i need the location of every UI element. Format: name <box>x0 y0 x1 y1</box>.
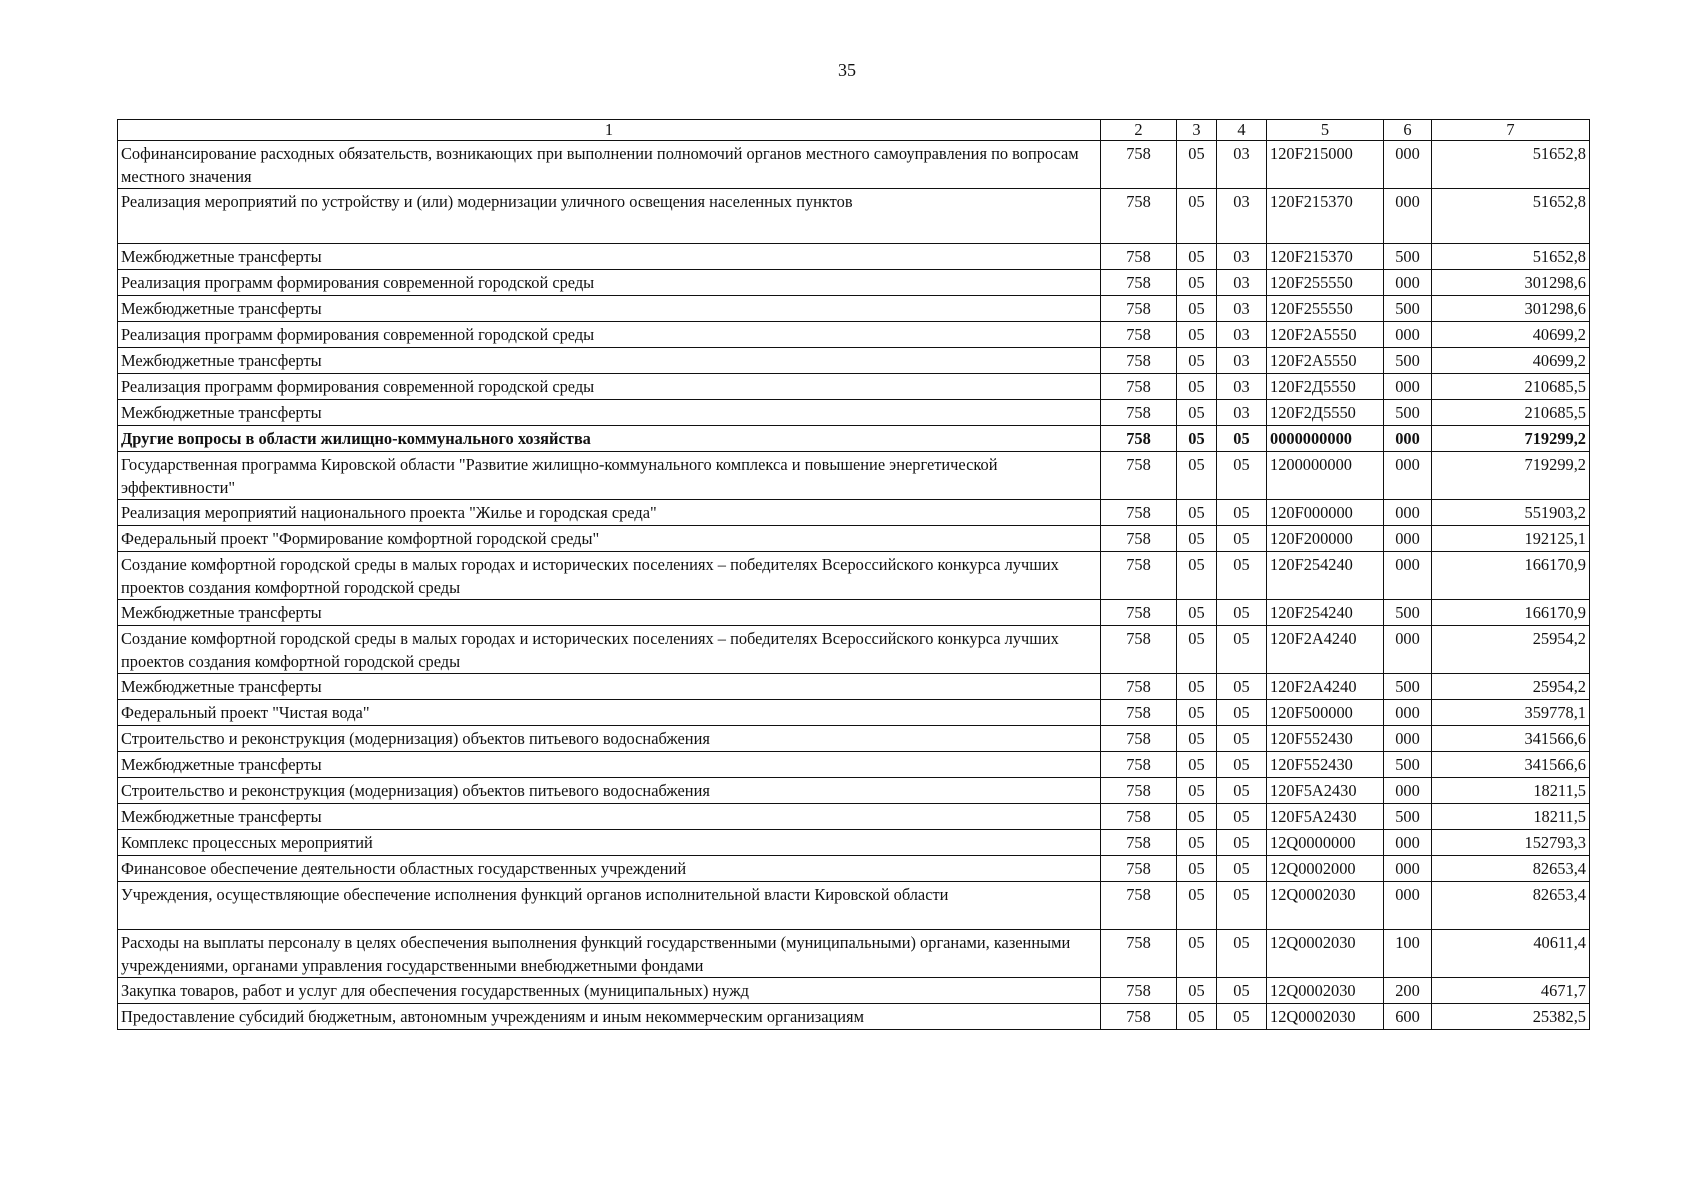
target-article-cell: 120F2A5550 <box>1267 348 1384 374</box>
expense-type-cell: 000 <box>1384 830 1432 856</box>
target-article-cell: 120F5A2430 <box>1267 778 1384 804</box>
amount-cell: 82653,4 <box>1432 882 1590 930</box>
amount-cell: 210685,5 <box>1432 400 1590 426</box>
section-cell: 05 <box>1177 244 1217 270</box>
gov-code-cell: 758 <box>1101 189 1177 244</box>
row-name-cell: Комплекс процессных мероприятий <box>118 830 1101 856</box>
table-row <box>118 296 1590 322</box>
header-cell: 3 <box>1177 120 1217 141</box>
section-cell: 05 <box>1177 752 1217 778</box>
subsection-cell: 05 <box>1217 882 1267 930</box>
table-row <box>118 626 1590 674</box>
section-cell: 05 <box>1177 778 1217 804</box>
gov-code-cell: 758 <box>1101 552 1177 600</box>
expense-type-cell: 000 <box>1384 189 1432 244</box>
table-row <box>118 374 1590 400</box>
subsection-cell: 05 <box>1217 978 1267 1004</box>
gov-code-cell: 758 <box>1101 141 1177 189</box>
target-article-cell: 120F500000 <box>1267 700 1384 726</box>
amount-cell: 51652,8 <box>1432 141 1590 189</box>
section-cell: 05 <box>1177 400 1217 426</box>
expense-type-cell: 000 <box>1384 374 1432 400</box>
row-name-cell: Межбюджетные трансферты <box>118 804 1101 830</box>
section-cell: 05 <box>1177 978 1217 1004</box>
expense-type-cell: 000 <box>1384 882 1432 930</box>
expense-type-cell: 000 <box>1384 626 1432 674</box>
expense-type-cell: 500 <box>1384 244 1432 270</box>
amount-cell: 210685,5 <box>1432 374 1590 400</box>
amount-cell: 40611,4 <box>1432 930 1590 978</box>
page-number: 35 <box>838 60 856 80</box>
row-name-cell: Создание комфортной городской среды в малых городах и исторических поселениях – победителях Всероссийского конкурса лучших проектов создания комфортной городской среды <box>118 552 1101 600</box>
expense-type-cell: 500 <box>1384 752 1432 778</box>
subsection-cell: 05 <box>1217 526 1267 552</box>
subsection-cell: 05 <box>1217 626 1267 674</box>
table-row <box>118 270 1590 296</box>
row-name-cell: Федеральный проект "Чистая вода" <box>118 700 1101 726</box>
row-name-cell: Строительство и реконструкция (модернизация) объектов питьевого водоснабжения <box>118 726 1101 752</box>
section-cell: 05 <box>1177 626 1217 674</box>
table-row <box>118 600 1590 626</box>
subsection-cell: 03 <box>1217 141 1267 189</box>
row-name-cell: Межбюджетные трансферты <box>118 600 1101 626</box>
table-row <box>118 930 1590 978</box>
row-name-cell: Реализация программ формирования современной городской среды <box>118 322 1101 348</box>
table-row <box>118 700 1590 726</box>
table-row <box>118 141 1590 189</box>
expense-type-cell: 000 <box>1384 726 1432 752</box>
section-cell: 05 <box>1177 674 1217 700</box>
amount-cell: 25954,2 <box>1432 626 1590 674</box>
gov-code-cell: 758 <box>1101 348 1177 374</box>
subsection-cell: 03 <box>1217 189 1267 244</box>
expense-type-cell: 000 <box>1384 552 1432 600</box>
gov-code-cell: 758 <box>1101 400 1177 426</box>
section-cell: 05 <box>1177 189 1217 244</box>
amount-cell: 166170,9 <box>1432 552 1590 600</box>
amount-cell: 25954,2 <box>1432 674 1590 700</box>
table-row <box>118 726 1590 752</box>
header-cell: 1 <box>118 120 1101 141</box>
gov-code-cell: 758 <box>1101 882 1177 930</box>
table-row <box>118 882 1590 930</box>
section-cell: 05 <box>1177 552 1217 600</box>
target-article-cell: 1200000000 <box>1267 452 1384 500</box>
row-name-cell: Закупка товаров, работ и услуг для обеспечения государственных (муниципальных) нужд <box>118 978 1101 1004</box>
gov-code-cell: 758 <box>1101 296 1177 322</box>
row-name-cell: Межбюджетные трансферты <box>118 348 1101 374</box>
subsection-cell: 05 <box>1217 700 1267 726</box>
row-name-cell: Реализация мероприятий по устройству и (или) модернизации уличного освещения населенных пунктов <box>118 189 1101 244</box>
target-article-cell: 12Q0002030 <box>1267 882 1384 930</box>
section-cell: 05 <box>1177 726 1217 752</box>
gov-code-cell: 758 <box>1101 526 1177 552</box>
expense-type-cell: 000 <box>1384 426 1432 452</box>
target-article-cell: 120F2A4240 <box>1267 626 1384 674</box>
section-cell: 05 <box>1177 526 1217 552</box>
amount-cell: 40699,2 <box>1432 348 1590 374</box>
header-cell: 4 <box>1217 120 1267 141</box>
target-article-cell: 12Q0002000 <box>1267 856 1384 882</box>
table-row <box>118 830 1590 856</box>
gov-code-cell: 758 <box>1101 500 1177 526</box>
target-article-cell: 12Q0002030 <box>1267 930 1384 978</box>
target-article-cell: 120F2A4240 <box>1267 674 1384 700</box>
target-article-cell: 120F2Д5550 <box>1267 374 1384 400</box>
table-row <box>118 856 1590 882</box>
header-cell: 2 <box>1101 120 1177 141</box>
expense-type-cell: 500 <box>1384 400 1432 426</box>
expense-type-cell: 000 <box>1384 700 1432 726</box>
section-cell: 05 <box>1177 830 1217 856</box>
subsection-cell: 05 <box>1217 830 1267 856</box>
table-row <box>118 978 1590 1004</box>
section-cell: 05 <box>1177 1004 1217 1030</box>
table-row <box>118 189 1590 244</box>
row-name-cell: Учреждения, осуществляющие обеспечение исполнения функций органов исполнительной власти Кировской области <box>118 882 1101 930</box>
amount-cell: 51652,8 <box>1432 244 1590 270</box>
gov-code-cell: 758 <box>1101 674 1177 700</box>
table-row <box>118 348 1590 374</box>
subsection-cell: 03 <box>1217 270 1267 296</box>
target-article-cell: 120F552430 <box>1267 752 1384 778</box>
section-cell: 05 <box>1177 856 1217 882</box>
table-row <box>118 526 1590 552</box>
target-article-cell: 120F5A2430 <box>1267 804 1384 830</box>
table-row <box>118 778 1590 804</box>
expense-type-cell: 500 <box>1384 348 1432 374</box>
expense-type-cell: 000 <box>1384 452 1432 500</box>
target-article-cell: 120F2Д5550 <box>1267 400 1384 426</box>
subsection-cell: 05 <box>1217 752 1267 778</box>
amount-cell: 152793,3 <box>1432 830 1590 856</box>
amount-cell: 40699,2 <box>1432 322 1590 348</box>
row-name-cell: Государственная программа Кировской области "Развитие жилищно-коммунального комплекса и повышение энергетической эффективности" <box>118 452 1101 500</box>
gov-code-cell: 758 <box>1101 804 1177 830</box>
expense-type-cell: 500 <box>1384 804 1432 830</box>
row-name-cell: Межбюджетные трансферты <box>118 296 1101 322</box>
amount-cell: 18211,5 <box>1432 778 1590 804</box>
target-article-cell: 120F254240 <box>1267 600 1384 626</box>
amount-cell: 18211,5 <box>1432 804 1590 830</box>
section-cell: 05 <box>1177 600 1217 626</box>
expense-type-cell: 500 <box>1384 296 1432 322</box>
expense-type-cell: 000 <box>1384 500 1432 526</box>
subsection-cell: 05 <box>1217 552 1267 600</box>
gov-code-cell: 758 <box>1101 856 1177 882</box>
header-cell: 6 <box>1384 120 1432 141</box>
subsection-cell: 05 <box>1217 856 1267 882</box>
amount-cell: 192125,1 <box>1432 526 1590 552</box>
subsection-cell: 03 <box>1217 400 1267 426</box>
gov-code-cell: 758 <box>1101 322 1177 348</box>
row-name-cell: Межбюджетные трансферты <box>118 752 1101 778</box>
gov-code-cell: 758 <box>1101 978 1177 1004</box>
row-name-cell: Софинансирование расходных обязательств, возникающих при выполнении полномочий органов местного самоуправления по вопросам местного значения <box>118 141 1101 189</box>
target-article-cell: 120F255550 <box>1267 270 1384 296</box>
table-row <box>118 244 1590 270</box>
subsection-cell: 05 <box>1217 778 1267 804</box>
amount-cell: 719299,2 <box>1432 426 1590 452</box>
expense-type-cell: 000 <box>1384 141 1432 189</box>
expense-type-cell: 500 <box>1384 600 1432 626</box>
amount-cell: 301298,6 <box>1432 296 1590 322</box>
header-cell: 7 <box>1432 120 1590 141</box>
gov-code-cell: 758 <box>1101 600 1177 626</box>
gov-code-cell: 758 <box>1101 426 1177 452</box>
gov-code-cell: 758 <box>1101 752 1177 778</box>
amount-cell: 4671,7 <box>1432 978 1590 1004</box>
section-cell: 05 <box>1177 426 1217 452</box>
gov-code-cell: 758 <box>1101 830 1177 856</box>
section-cell: 05 <box>1177 500 1217 526</box>
target-article-cell: 12Q0000000 <box>1267 830 1384 856</box>
gov-code-cell: 758 <box>1101 270 1177 296</box>
section-cell: 05 <box>1177 296 1217 322</box>
table-row <box>118 322 1590 348</box>
row-name-cell: Строительство и реконструкция (модернизация) объектов питьевого водоснабжения <box>118 778 1101 804</box>
row-name-cell: Расходы на выплаты персоналу в целях обеспечения выполнения функций государственными (муниципальными) органами, казенными учреждениями, органами управления государственными внебюджетными фондами <box>118 930 1101 978</box>
table-row <box>118 452 1590 500</box>
target-article-cell: 120F215370 <box>1267 189 1384 244</box>
target-article-cell: 120F255550 <box>1267 296 1384 322</box>
header-cell: 5 <box>1267 120 1384 141</box>
subsection-cell: 05 <box>1217 726 1267 752</box>
gov-code-cell: 758 <box>1101 778 1177 804</box>
section-cell: 05 <box>1177 930 1217 978</box>
target-article-cell: 120F200000 <box>1267 526 1384 552</box>
row-name-cell: Федеральный проект "Формирование комфортной городской среды" <box>118 526 1101 552</box>
row-name-cell: Реализация мероприятий национального проекта "Жилье и городская среда" <box>118 500 1101 526</box>
gov-code-cell: 758 <box>1101 244 1177 270</box>
section-cell: 05 <box>1177 804 1217 830</box>
expense-type-cell: 600 <box>1384 1004 1432 1030</box>
expense-type-cell: 200 <box>1384 978 1432 1004</box>
row-name-cell: Финансовое обеспечение деятельности областных государственных учреждений <box>118 856 1101 882</box>
section-cell: 05 <box>1177 374 1217 400</box>
amount-cell: 341566,6 <box>1432 726 1590 752</box>
section-cell: 05 <box>1177 270 1217 296</box>
gov-code-cell: 758 <box>1101 452 1177 500</box>
section-cell: 05 <box>1177 882 1217 930</box>
amount-cell: 551903,2 <box>1432 500 1590 526</box>
target-article-cell: 120F254240 <box>1267 552 1384 600</box>
subsection-cell: 03 <box>1217 244 1267 270</box>
amount-cell: 166170,9 <box>1432 600 1590 626</box>
amount-cell: 301298,6 <box>1432 270 1590 296</box>
table-row <box>118 804 1590 830</box>
amount-cell: 719299,2 <box>1432 452 1590 500</box>
subsection-cell: 05 <box>1217 452 1267 500</box>
table-row <box>118 500 1590 526</box>
gov-code-cell: 758 <box>1101 626 1177 674</box>
target-article-cell: 120F2A5550 <box>1267 322 1384 348</box>
section-cell: 05 <box>1177 348 1217 374</box>
budget-table <box>117 119 1590 1030</box>
subsection-cell: 05 <box>1217 804 1267 830</box>
section-cell: 05 <box>1177 141 1217 189</box>
row-name-cell: Межбюджетные трансферты <box>118 244 1101 270</box>
subsection-cell: 05 <box>1217 674 1267 700</box>
table-row <box>118 1004 1590 1030</box>
expense-type-cell: 000 <box>1384 526 1432 552</box>
section-cell: 05 <box>1177 322 1217 348</box>
subsection-cell: 03 <box>1217 296 1267 322</box>
row-name-cell: Другие вопросы в области жилищно-коммунального хозяйства <box>118 426 1101 452</box>
subsection-cell: 03 <box>1217 374 1267 400</box>
row-name-cell: Межбюджетные трансферты <box>118 400 1101 426</box>
table-row <box>118 552 1590 600</box>
gov-code-cell: 758 <box>1101 700 1177 726</box>
subsection-cell: 05 <box>1217 930 1267 978</box>
gov-code-cell: 758 <box>1101 930 1177 978</box>
subsection-cell: 05 <box>1217 500 1267 526</box>
gov-code-cell: 758 <box>1101 726 1177 752</box>
target-article-cell: 12Q0002030 <box>1267 978 1384 1004</box>
gov-code-cell: 758 <box>1101 374 1177 400</box>
subsection-cell: 05 <box>1217 600 1267 626</box>
target-article-cell: 12Q0002030 <box>1267 1004 1384 1030</box>
table-row <box>118 752 1590 778</box>
amount-cell: 51652,8 <box>1432 189 1590 244</box>
table-row <box>118 400 1590 426</box>
row-name-cell: Реализация программ формирования современной городской среды <box>118 374 1101 400</box>
target-article-cell: 120F215000 <box>1267 141 1384 189</box>
target-article-cell: 120F552430 <box>1267 726 1384 752</box>
target-article-cell: 0000000000 <box>1267 426 1384 452</box>
section-cell: 05 <box>1177 452 1217 500</box>
gov-code-cell: 758 <box>1101 1004 1177 1030</box>
expense-type-cell: 000 <box>1384 856 1432 882</box>
table-row <box>118 426 1590 452</box>
expense-type-cell: 500 <box>1384 674 1432 700</box>
amount-cell: 25382,5 <box>1432 1004 1590 1030</box>
header-row <box>118 120 1590 141</box>
row-name-cell: Создание комфортной городской среды в малых городах и исторических поселениях – победителях Всероссийского конкурса лучших проектов создания комфортной городской среды <box>118 626 1101 674</box>
table-row <box>118 674 1590 700</box>
amount-cell: 341566,6 <box>1432 752 1590 778</box>
amount-cell: 82653,4 <box>1432 856 1590 882</box>
subsection-cell: 05 <box>1217 426 1267 452</box>
subsection-cell: 03 <box>1217 348 1267 374</box>
expense-type-cell: 000 <box>1384 778 1432 804</box>
row-name-cell: Реализация программ формирования современной городской среды <box>118 270 1101 296</box>
row-name-cell: Предоставление субсидий бюджетным, автономным учреждениям и иным некоммерческим организациям <box>118 1004 1101 1030</box>
section-cell: 05 <box>1177 700 1217 726</box>
expense-type-cell: 000 <box>1384 322 1432 348</box>
target-article-cell: 120F000000 <box>1267 500 1384 526</box>
amount-cell: 359778,1 <box>1432 700 1590 726</box>
target-article-cell: 120F215370 <box>1267 244 1384 270</box>
subsection-cell: 03 <box>1217 322 1267 348</box>
subsection-cell: 05 <box>1217 1004 1267 1030</box>
expense-type-cell: 000 <box>1384 270 1432 296</box>
expense-type-cell: 100 <box>1384 930 1432 978</box>
row-name-cell: Межбюджетные трансферты <box>118 674 1101 700</box>
